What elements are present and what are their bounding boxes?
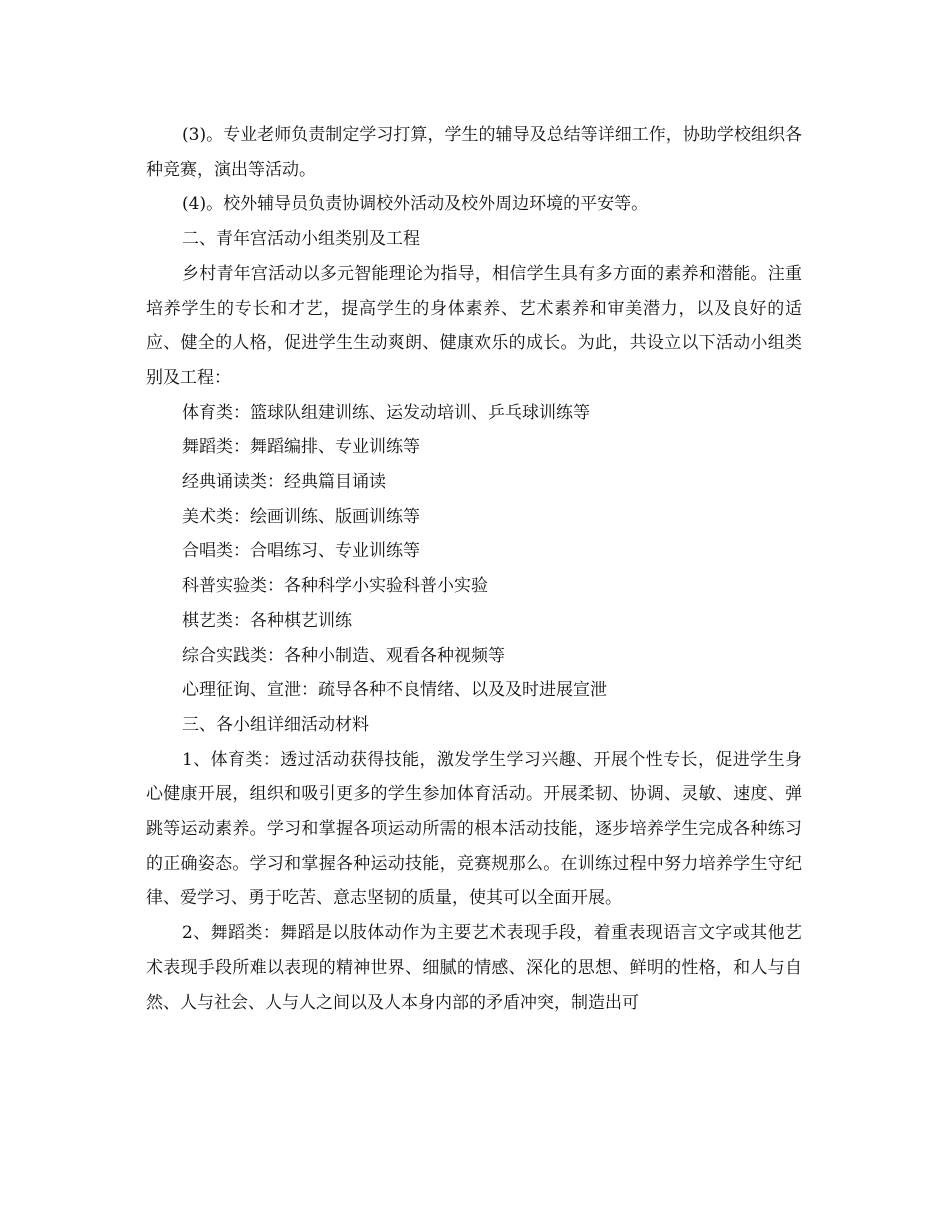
paragraph-item-3-duties: (3)。专业老师负责制定学习打算，学生的辅导及总结等详细工作，协助学校组织各种竞赛，演出等活动。 xyxy=(146,125,802,180)
paragraph-intro: 乡村青年宫活动以多元智能理论为指导，相信学生具有多方面的素养和潜能。注重培养学生的专长和才艺，提高学生的身体素养、艺术素养和审美潜力，以及良好的适应、健全的人格，促进学生生动爽朗、健康欢乐的成长。为此，共设立以下活动小组类别及工程： xyxy=(146,263,802,388)
list-item-dance: 舞蹈类：舞蹈编排、专业训练等 xyxy=(182,437,420,458)
document-page xyxy=(146,118,802,1020)
section-heading-3: 三、各小组详细活动材料 xyxy=(182,714,369,735)
list-item-sports: 体育类：篮球队组建训练、运发动培训、乒乓球训练等 xyxy=(182,402,590,423)
paragraph-dance-detail: 2、舞蹈类：舞蹈是以肢体动作为主要艺术表现手段，着重表现语言文字或其他艺术表现手段所难以表现的精神世界、细腻的情感、深化的思想、鲜明的性格，和人与自然、人与社会、人与人之间以及人本身内部的矛盾冲突，制造出可 xyxy=(146,923,802,1013)
list-item-chess: 棋艺类：各种棋艺训练 xyxy=(182,610,352,631)
paragraph-sports-detail: 1、体育类：透过活动获得技能，激发学生学习兴趣、开展个性专长，促进学生身心健康开展，组织和吸引更多的学生参加体育活动。开展柔韧、协调、灵敏、速度、弹跳等运动素养。学习和掌握各项运动所需的根本活动技能，逐步培养学生完成各种练习的正确姿态。学习和掌握各种运动技能，竞赛规那么。在训练过程中努力培养学生守纪律、爱学习、勇于吃苦、意志坚韧的质量，使其可以全面开展。 xyxy=(146,749,802,909)
list-item-counseling: 心理征询、宣泄：疏导各种不良情绪、以及及时进展宣泄 xyxy=(182,680,607,701)
section-heading-2: 二、青年宫活动小组类别及工程 xyxy=(182,229,420,250)
paragraph-item-4-duties: (4)。校外辅导员负责协调校外活动及校外周边环境的平安等。 xyxy=(182,194,649,215)
list-item-practice: 综合实践类：各种小制造、观看各种视频等 xyxy=(182,645,505,666)
list-item-classics: 经典诵读类：经典篇目诵读 xyxy=(182,472,386,493)
list-item-choir: 合唱类：合唱练习、专业训练等 xyxy=(182,541,420,562)
list-item-art: 美术类：绘画训练、版画训练等 xyxy=(182,506,420,527)
list-item-science: 科普实验类：各种科学小实验科普小实验 xyxy=(182,576,488,597)
